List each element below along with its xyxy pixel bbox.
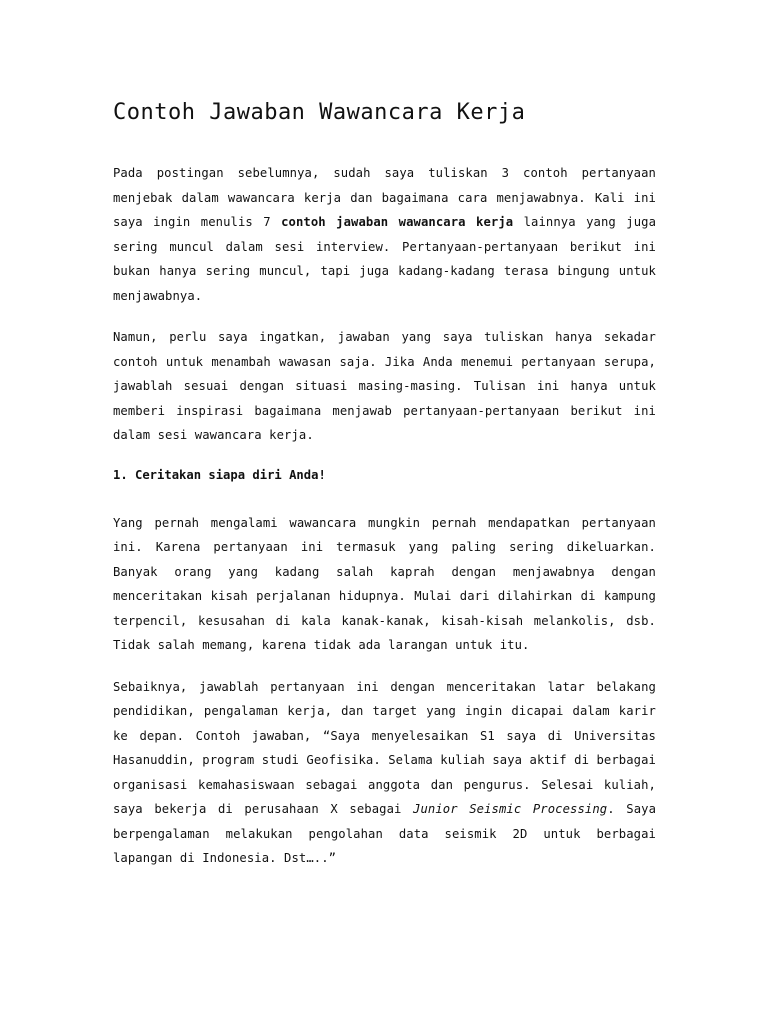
- job-title-italic: Junior Seismic Processing: [413, 802, 608, 816]
- page-title: Contoh Jawaban Wawancara Kerja: [113, 100, 526, 125]
- section-paragraph-2: [113, 675, 656, 871]
- section-paragraph-1: Yang pernah mengalami wawancara mungkin pernah mendapatkan pertanyaan ini. Karena pertanyaan ini termasuk yang paling sering dikeluarkan. Banyak orang yang kadang salah kaprah dengan menjawabnya dengan menceritakan kisah perjalanan hidupnya. Mulai dari dilahirkan di kampung terpencil, kesusahan di kala kanak-kanak, kisah-kisah melankolis, dsb. Tidak salah memang, karena tidak ada larangan untuk itu.: [113, 515, 656, 652]
- note-paragraph: Namun, perlu saya ingatkan, jawaban yang saya tuliskan hanya sekadar contoh untuk menambah wawasan saja. Jika Anda menemui pertanyaan serupa, jawablah sesuai dengan situasi masing-masing. Tulisan ini hanya untuk memberi inspirasi bagaimana menjawab pertanyaan-pertanyaan berikut ini dalam sesi wawancara kerja.: [113, 330, 656, 442]
- document-page: [113, 100, 656, 888]
- section-paragraph-2-after: . Saya berpengalaman melakukan pengolahan data seismik 2D untuk berbagai lapangan di Indonesia. Dst…..”: [113, 802, 657, 865]
- intro-text-after: lainnya yang juga sering muncul dalam sesi interview. Pertanyaan-pertanyaan berikut ini bukan hanya sering muncul, tapi juga kadang-kadang terasa bingung untuk menjawabnya.: [113, 215, 657, 303]
- section-paragraph-2-before: Sebaiknya, jawablah pertanyaan ini dengan menceritakan latar belakang pendidikan, pengalaman kerja, dan target yang ingin dicapai dalam karir ke depan. Contoh jawaban, “Saya menyelesaikan S1 saya di Universitas Hasanuddin, program studi Geofisika. Selama kuliah saya aktif di berbagai organisasi kemahasiswaan sebagai anggota dan pengurus. Selesai kuliah, saya bekerja di perusahaan X sebagai: [113, 679, 656, 816]
- intro-paragraph: [113, 161, 656, 308]
- intro-bold-keyword: contoh jawaban wawancara kerja: [281, 215, 514, 229]
- intro-text-before: Pada postingan sebelumnya, sudah saya tuliskan 3 contoh pertanyaan menjebak dalam wawancara kerja dan bagaimana cara menjawabnya. Kali ini saya ingin menulis 7: [113, 166, 656, 229]
- section-heading: 1. Ceritakan siapa diri Anda!: [113, 467, 326, 482]
